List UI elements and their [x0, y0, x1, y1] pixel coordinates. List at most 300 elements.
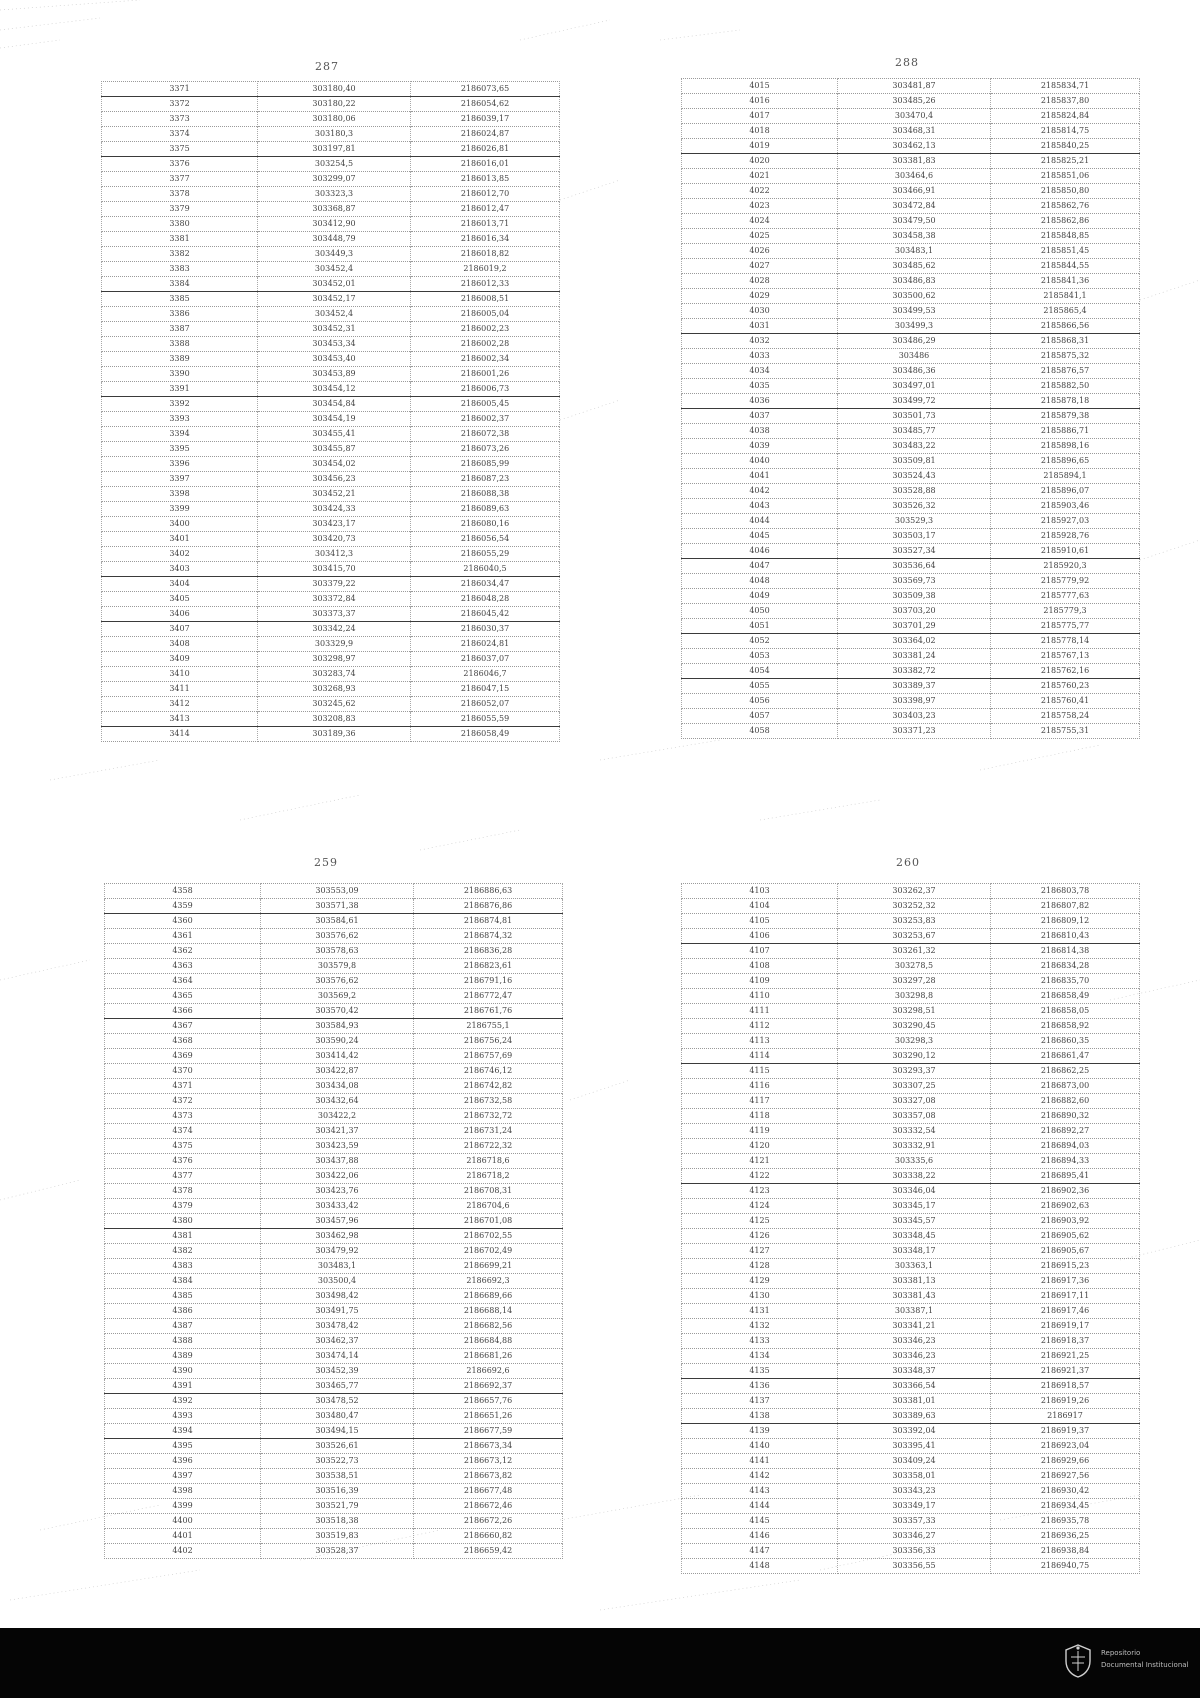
- x-coordinate-cell: 303381,13: [838, 1274, 991, 1289]
- y-coordinate-cell: 2185779,92: [991, 574, 1140, 589]
- point-id-cell: 4041: [682, 469, 838, 484]
- y-coordinate-cell: 2186005,45: [411, 397, 560, 412]
- y-coordinate-cell: 2186940,75: [991, 1559, 1140, 1574]
- y-coordinate-cell: 2185879,38: [991, 409, 1140, 424]
- y-coordinate-cell: 2186807,82: [991, 899, 1140, 914]
- point-id-cell: 4370: [105, 1064, 261, 1079]
- x-coordinate-cell: 303346,27: [838, 1529, 991, 1544]
- y-coordinate-cell: 2186930,42: [991, 1484, 1140, 1499]
- point-id-cell: 4054: [682, 664, 838, 679]
- page-number: 287: [315, 60, 339, 73]
- y-coordinate-cell: 2185896,07: [991, 484, 1140, 499]
- x-coordinate-cell: 303252,32: [838, 899, 991, 914]
- table-row: [102, 682, 560, 697]
- point-id-cell: 4030: [682, 304, 838, 319]
- table-row: [682, 1124, 1140, 1139]
- x-coordinate-cell: 303422,2: [261, 1109, 414, 1124]
- x-coordinate-cell: 303298,8: [838, 989, 991, 1004]
- y-coordinate-cell: 2186659,42: [414, 1544, 563, 1559]
- x-coordinate-cell: 303346,04: [838, 1184, 991, 1199]
- x-coordinate-cell: 303432,64: [261, 1094, 414, 1109]
- x-coordinate-cell: 303381,43: [838, 1289, 991, 1304]
- table-row: [682, 1349, 1140, 1364]
- y-coordinate-cell: 2185898,16: [991, 439, 1140, 454]
- x-coordinate-cell: 303578,63: [261, 944, 414, 959]
- table-row: [102, 367, 560, 382]
- table-row: [682, 289, 1140, 304]
- table-row: [105, 929, 563, 944]
- y-coordinate-cell: 2185837,80: [991, 94, 1140, 109]
- x-coordinate-cell: 303358,01: [838, 1469, 991, 1484]
- table-row: [682, 154, 1140, 169]
- y-coordinate-cell: 2186835,70: [991, 974, 1140, 989]
- y-coordinate-cell: 2186006,73: [411, 382, 560, 397]
- table-row: [105, 1544, 563, 1559]
- x-coordinate-cell: 303483,1: [838, 244, 991, 259]
- y-coordinate-cell: 2186013,71: [411, 217, 560, 232]
- x-coordinate-cell: 303470,4: [838, 109, 991, 124]
- point-id-cell: 3407: [102, 622, 258, 637]
- point-id-cell: 4127: [682, 1244, 838, 1259]
- point-id-cell: 3408: [102, 637, 258, 652]
- x-coordinate-cell: 303180,22: [258, 97, 411, 112]
- point-id-cell: 3391: [102, 382, 258, 397]
- y-coordinate-cell: 2186657,76: [414, 1394, 563, 1409]
- table-row: [102, 727, 560, 742]
- y-coordinate-cell: 2185825,21: [991, 154, 1140, 169]
- table-row: [682, 1064, 1140, 1079]
- x-coordinate-cell: 303348,17: [838, 1244, 991, 1259]
- point-id-cell: 4026: [682, 244, 838, 259]
- x-coordinate-cell: 303307,25: [838, 1079, 991, 1094]
- point-id-cell: 3380: [102, 217, 258, 232]
- table-row: [105, 1049, 563, 1064]
- y-coordinate-cell: 2186080,16: [411, 517, 560, 532]
- table-row: [682, 914, 1140, 929]
- point-id-cell: 4123: [682, 1184, 838, 1199]
- x-coordinate-cell: 303372,84: [258, 592, 411, 607]
- table-row: [682, 1499, 1140, 1514]
- point-id-cell: 3414: [102, 727, 258, 742]
- x-coordinate-cell: 303527,34: [838, 544, 991, 559]
- table-row: [102, 637, 560, 652]
- x-coordinate-cell: 303364,02: [838, 634, 991, 649]
- table-row: [105, 1364, 563, 1379]
- x-coordinate-cell: 303423,76: [261, 1184, 414, 1199]
- y-coordinate-cell: 2186024,81: [411, 637, 560, 652]
- point-id-cell: 3399: [102, 502, 258, 517]
- y-coordinate-cell: 2185868,31: [991, 334, 1140, 349]
- y-coordinate-cell: 2186704,6: [414, 1199, 563, 1214]
- point-id-cell: 4106: [682, 929, 838, 944]
- point-id-cell: 4142: [682, 1469, 838, 1484]
- x-coordinate-cell: 303346,23: [838, 1349, 991, 1364]
- y-coordinate-cell: 2186054,62: [411, 97, 560, 112]
- point-id-cell: 4024: [682, 214, 838, 229]
- table-row: [682, 274, 1140, 289]
- point-id-cell: 4048: [682, 574, 838, 589]
- y-coordinate-cell: 2186755,1: [414, 1019, 563, 1034]
- table-row: [105, 1169, 563, 1184]
- x-coordinate-cell: 303283,74: [258, 667, 411, 682]
- y-coordinate-cell: 2186905,67: [991, 1244, 1140, 1259]
- point-id-cell: 3376: [102, 157, 258, 172]
- x-coordinate-cell: 303389,63: [838, 1409, 991, 1424]
- point-id-cell: 4397: [105, 1469, 261, 1484]
- y-coordinate-cell: 2186874,81: [414, 914, 563, 929]
- x-coordinate-cell: 303483,1: [261, 1259, 414, 1274]
- x-coordinate-cell: 303253,83: [838, 914, 991, 929]
- y-coordinate-cell: 2186012,33: [411, 277, 560, 292]
- table-row: [682, 1019, 1140, 1034]
- x-coordinate-cell: 303453,89: [258, 367, 411, 382]
- y-coordinate-cell: 2185814,75: [991, 124, 1140, 139]
- point-id-cell: 3406: [102, 607, 258, 622]
- y-coordinate-cell: 2186919,37: [991, 1424, 1140, 1439]
- table-row: [105, 1259, 563, 1274]
- point-id-cell: 4126: [682, 1229, 838, 1244]
- x-coordinate-cell: 303483,22: [838, 439, 991, 454]
- table-row: [102, 337, 560, 352]
- point-id-cell: 4130: [682, 1289, 838, 1304]
- y-coordinate-cell: 2186927,56: [991, 1469, 1140, 1484]
- y-coordinate-cell: 2186037,07: [411, 652, 560, 667]
- x-coordinate-cell: 303345,57: [838, 1214, 991, 1229]
- point-id-cell: 4035: [682, 379, 838, 394]
- point-id-cell: 4119: [682, 1124, 838, 1139]
- table-row: [105, 1514, 563, 1529]
- table-row: [102, 442, 560, 457]
- y-coordinate-cell: 2185841,1: [991, 289, 1140, 304]
- y-coordinate-cell: 2185778,14: [991, 634, 1140, 649]
- table-row: [682, 1079, 1140, 1094]
- point-id-cell: 4037: [682, 409, 838, 424]
- footer-logo-text: [1101, 1647, 1191, 1671]
- x-coordinate-cell: 303392,04: [838, 1424, 991, 1439]
- point-id-cell: 4044: [682, 514, 838, 529]
- point-id-cell: 4385: [105, 1289, 261, 1304]
- x-coordinate-cell: 303262,37: [838, 884, 991, 899]
- y-coordinate-cell: 2186917,36: [991, 1274, 1140, 1289]
- page-number: 260: [896, 856, 920, 869]
- point-id-cell: 4402: [105, 1544, 261, 1559]
- point-id-cell: 4129: [682, 1274, 838, 1289]
- point-id-cell: 3387: [102, 322, 258, 337]
- point-id-cell: 4377: [105, 1169, 261, 1184]
- point-id-cell: 4046: [682, 544, 838, 559]
- table-row: [105, 1124, 563, 1139]
- x-coordinate-cell: 303466,91: [838, 184, 991, 199]
- x-coordinate-cell: 303519,83: [261, 1529, 414, 1544]
- table-row: [105, 899, 563, 914]
- point-id-cell: 4104: [682, 899, 838, 914]
- table-row: [105, 1499, 563, 1514]
- point-id-cell: 4038: [682, 424, 838, 439]
- point-id-cell: 4027: [682, 259, 838, 274]
- x-coordinate-cell: 303345,17: [838, 1199, 991, 1214]
- table-row: [102, 217, 560, 232]
- x-coordinate-cell: 303412,3: [258, 547, 411, 562]
- table-row: [102, 457, 560, 472]
- y-coordinate-cell: 2186862,25: [991, 1064, 1140, 1079]
- y-coordinate-cell: 2186858,05: [991, 1004, 1140, 1019]
- point-id-cell: 4115: [682, 1064, 838, 1079]
- x-coordinate-cell: 303368,87: [258, 202, 411, 217]
- x-coordinate-cell: 303452,31: [258, 322, 411, 337]
- y-coordinate-cell: 2185758,24: [991, 709, 1140, 724]
- table-row: [682, 1139, 1140, 1154]
- table-row: [682, 169, 1140, 184]
- table-row: [102, 382, 560, 397]
- x-coordinate-cell: 303501,73: [838, 409, 991, 424]
- table-row: [105, 1454, 563, 1469]
- x-coordinate-cell: 303485,62: [838, 259, 991, 274]
- y-coordinate-cell: 2185777,63: [991, 589, 1140, 604]
- y-coordinate-cell: 2185760,41: [991, 694, 1140, 709]
- y-coordinate-cell: 2186938,84: [991, 1544, 1140, 1559]
- table-row: [105, 974, 563, 989]
- y-coordinate-cell: 2185840,25: [991, 139, 1140, 154]
- point-id-cell: 3388: [102, 337, 258, 352]
- x-coordinate-cell: 303485,77: [838, 424, 991, 439]
- table-row: [682, 394, 1140, 409]
- table-row: [102, 397, 560, 412]
- point-id-cell: 3374: [102, 127, 258, 142]
- x-coordinate-cell: 303298,3: [838, 1034, 991, 1049]
- x-coordinate-cell: 303701,29: [838, 619, 991, 634]
- point-id-cell: 4052: [682, 634, 838, 649]
- x-coordinate-cell: 303454,02: [258, 457, 411, 472]
- y-coordinate-cell: 2186732,58: [414, 1094, 563, 1109]
- point-id-cell: 3379: [102, 202, 258, 217]
- table-row: [682, 1439, 1140, 1454]
- point-id-cell: 4394: [105, 1424, 261, 1439]
- table-row: [105, 1409, 563, 1424]
- table-row: [102, 277, 560, 292]
- x-coordinate-cell: 303536,64: [838, 559, 991, 574]
- y-coordinate-cell: 2186001,26: [411, 367, 560, 382]
- y-coordinate-cell: 2186672,46: [414, 1499, 563, 1514]
- table-row: [102, 712, 560, 727]
- x-coordinate-cell: 303356,55: [838, 1559, 991, 1574]
- point-id-cell: 4051: [682, 619, 838, 634]
- point-id-cell: 4393: [105, 1409, 261, 1424]
- point-id-cell: 4135: [682, 1364, 838, 1379]
- point-id-cell: 4363: [105, 959, 261, 974]
- y-coordinate-cell: 2186699,21: [414, 1259, 563, 1274]
- point-id-cell: 3383: [102, 262, 258, 277]
- point-id-cell: 3381: [102, 232, 258, 247]
- table-row: [682, 244, 1140, 259]
- table-row: [682, 319, 1140, 334]
- y-coordinate-cell: 2185841,36: [991, 274, 1140, 289]
- y-coordinate-cell: 2186689,66: [414, 1289, 563, 1304]
- y-coordinate-cell: 2186836,28: [414, 944, 563, 959]
- table-row: [682, 899, 1140, 914]
- table-row: [682, 664, 1140, 679]
- point-id-cell: 3410: [102, 667, 258, 682]
- table-row: [682, 334, 1140, 349]
- table-row: [682, 619, 1140, 634]
- x-coordinate-cell: 303335,6: [838, 1154, 991, 1169]
- point-id-cell: 4109: [682, 974, 838, 989]
- table-row: [105, 1094, 563, 1109]
- x-coordinate-cell: 303468,31: [838, 124, 991, 139]
- table-row: [102, 502, 560, 517]
- table-row: [682, 1214, 1140, 1229]
- x-coordinate-cell: 303371,23: [838, 724, 991, 739]
- x-coordinate-cell: 303348,45: [838, 1229, 991, 1244]
- point-id-cell: 4015: [682, 79, 838, 94]
- y-coordinate-cell: 2186701,08: [414, 1214, 563, 1229]
- point-id-cell: 3396: [102, 457, 258, 472]
- point-id-cell: 3390: [102, 367, 258, 382]
- table-row: [682, 379, 1140, 394]
- y-coordinate-cell: 2186673,12: [414, 1454, 563, 1469]
- x-coordinate-cell: 303516,39: [261, 1484, 414, 1499]
- table-row: [105, 959, 563, 974]
- point-id-cell: 4116: [682, 1079, 838, 1094]
- x-coordinate-cell: 303454,84: [258, 397, 411, 412]
- x-coordinate-cell: 303379,22: [258, 577, 411, 592]
- table-row: [102, 472, 560, 487]
- x-coordinate-cell: 303422,06: [261, 1169, 414, 1184]
- table-row: [105, 1004, 563, 1019]
- y-coordinate-cell: 2186677,59: [414, 1424, 563, 1439]
- y-coordinate-cell: 2185876,57: [991, 364, 1140, 379]
- x-coordinate-cell: 303398,97: [838, 694, 991, 709]
- x-coordinate-cell: 303298,51: [838, 1004, 991, 1019]
- table-row: [105, 1349, 563, 1364]
- y-coordinate-cell: 2186921,37: [991, 1364, 1140, 1379]
- x-coordinate-cell: 303343,23: [838, 1484, 991, 1499]
- table-row: [102, 517, 560, 532]
- point-id-cell: 4138: [682, 1409, 838, 1424]
- point-id-cell: 4110: [682, 989, 838, 1004]
- point-id-cell: 3371: [102, 82, 258, 97]
- y-coordinate-cell: 2186048,28: [411, 592, 560, 607]
- point-id-cell: 4017: [682, 109, 838, 124]
- table-row: [105, 1244, 563, 1259]
- point-id-cell: 4140: [682, 1439, 838, 1454]
- point-id-cell: 4372: [105, 1094, 261, 1109]
- x-coordinate-cell: 303454,12: [258, 382, 411, 397]
- table-row: [682, 679, 1140, 694]
- table-row: [682, 529, 1140, 544]
- point-id-cell: 4139: [682, 1424, 838, 1439]
- table-row: [682, 139, 1140, 154]
- x-coordinate-cell: 303424,33: [258, 502, 411, 517]
- x-coordinate-cell: 303584,93: [261, 1019, 414, 1034]
- point-id-cell: 4144: [682, 1499, 838, 1514]
- table-row: [105, 1439, 563, 1454]
- table-row: [682, 1034, 1140, 1049]
- y-coordinate-cell: 2186834,28: [991, 959, 1140, 974]
- point-id-cell: 4125: [682, 1214, 838, 1229]
- point-id-cell: 3373: [102, 112, 258, 127]
- table-row: [682, 184, 1140, 199]
- x-coordinate-cell: 303455,87: [258, 442, 411, 457]
- y-coordinate-cell: 2185910,61: [991, 544, 1140, 559]
- point-id-cell: 3394: [102, 427, 258, 442]
- point-id-cell: 4399: [105, 1499, 261, 1514]
- y-coordinate-cell: 2186746,12: [414, 1064, 563, 1079]
- x-coordinate-cell: 303479,50: [838, 214, 991, 229]
- x-coordinate-cell: 303414,42: [261, 1049, 414, 1064]
- y-coordinate-cell: 2185862,86: [991, 214, 1140, 229]
- point-id-cell: 4023: [682, 199, 838, 214]
- x-coordinate-cell: 303452,21: [258, 487, 411, 502]
- table-row: [102, 82, 560, 97]
- y-coordinate-cell: 2186895,41: [991, 1169, 1140, 1184]
- point-id-cell: 4034: [682, 364, 838, 379]
- y-coordinate-cell: 2186030,37: [411, 622, 560, 637]
- point-id-cell: 4395: [105, 1439, 261, 1454]
- point-id-cell: 3375: [102, 142, 258, 157]
- y-coordinate-cell: 2186684,88: [414, 1334, 563, 1349]
- x-coordinate-cell: 303462,37: [261, 1334, 414, 1349]
- footer-band: [0, 1628, 1200, 1698]
- table-row: [102, 592, 560, 607]
- table-row: [102, 97, 560, 112]
- y-coordinate-cell: 2186087,23: [411, 472, 560, 487]
- y-coordinate-cell: 2185875,32: [991, 349, 1140, 364]
- table-row: [682, 1244, 1140, 1259]
- y-coordinate-cell: 2186672,26: [414, 1514, 563, 1529]
- x-coordinate-cell: 303348,37: [838, 1364, 991, 1379]
- point-id-cell: 3384: [102, 277, 258, 292]
- x-coordinate-cell: 303499,72: [838, 394, 991, 409]
- point-id-cell: 4031: [682, 319, 838, 334]
- table-row: [682, 1259, 1140, 1274]
- y-coordinate-cell: 2186045,42: [411, 607, 560, 622]
- y-coordinate-cell: 2186052,07: [411, 697, 560, 712]
- table-row: [102, 127, 560, 142]
- x-coordinate-cell: 303409,24: [838, 1454, 991, 1469]
- point-id-cell: 4042: [682, 484, 838, 499]
- coordinate-table: [681, 883, 1140, 1574]
- y-coordinate-cell: 2186858,49: [991, 989, 1140, 1004]
- point-id-cell: 4032: [682, 334, 838, 349]
- x-coordinate-cell: 303499,3: [838, 319, 991, 334]
- x-coordinate-cell: 303481,87: [838, 79, 991, 94]
- point-id-cell: 4105: [682, 914, 838, 929]
- y-coordinate-cell: 2186012,70: [411, 187, 560, 202]
- point-id-cell: 4057: [682, 709, 838, 724]
- y-coordinate-cell: 2186002,28: [411, 337, 560, 352]
- y-coordinate-cell: 2186073,65: [411, 82, 560, 97]
- y-coordinate-cell: 2185834,71: [991, 79, 1140, 94]
- table-row: [102, 352, 560, 367]
- y-coordinate-cell: 2186018,82: [411, 247, 560, 262]
- x-coordinate-cell: 303452,39: [261, 1364, 414, 1379]
- y-coordinate-cell: 2185850,80: [991, 184, 1140, 199]
- table-row: [682, 589, 1140, 604]
- point-id-cell: 3386: [102, 307, 258, 322]
- x-coordinate-cell: 303180,06: [258, 112, 411, 127]
- table-row: [105, 1484, 563, 1499]
- y-coordinate-cell: 2186823,61: [414, 959, 563, 974]
- table-row: [105, 884, 563, 899]
- point-id-cell: 4043: [682, 499, 838, 514]
- x-coordinate-cell: 303415,70: [258, 562, 411, 577]
- point-id-cell: 3409: [102, 652, 258, 667]
- coordinate-table: [101, 81, 560, 742]
- point-id-cell: 3393: [102, 412, 258, 427]
- x-coordinate-cell: 303329,9: [258, 637, 411, 652]
- table-row: [682, 1229, 1140, 1244]
- table-row: [682, 1304, 1140, 1319]
